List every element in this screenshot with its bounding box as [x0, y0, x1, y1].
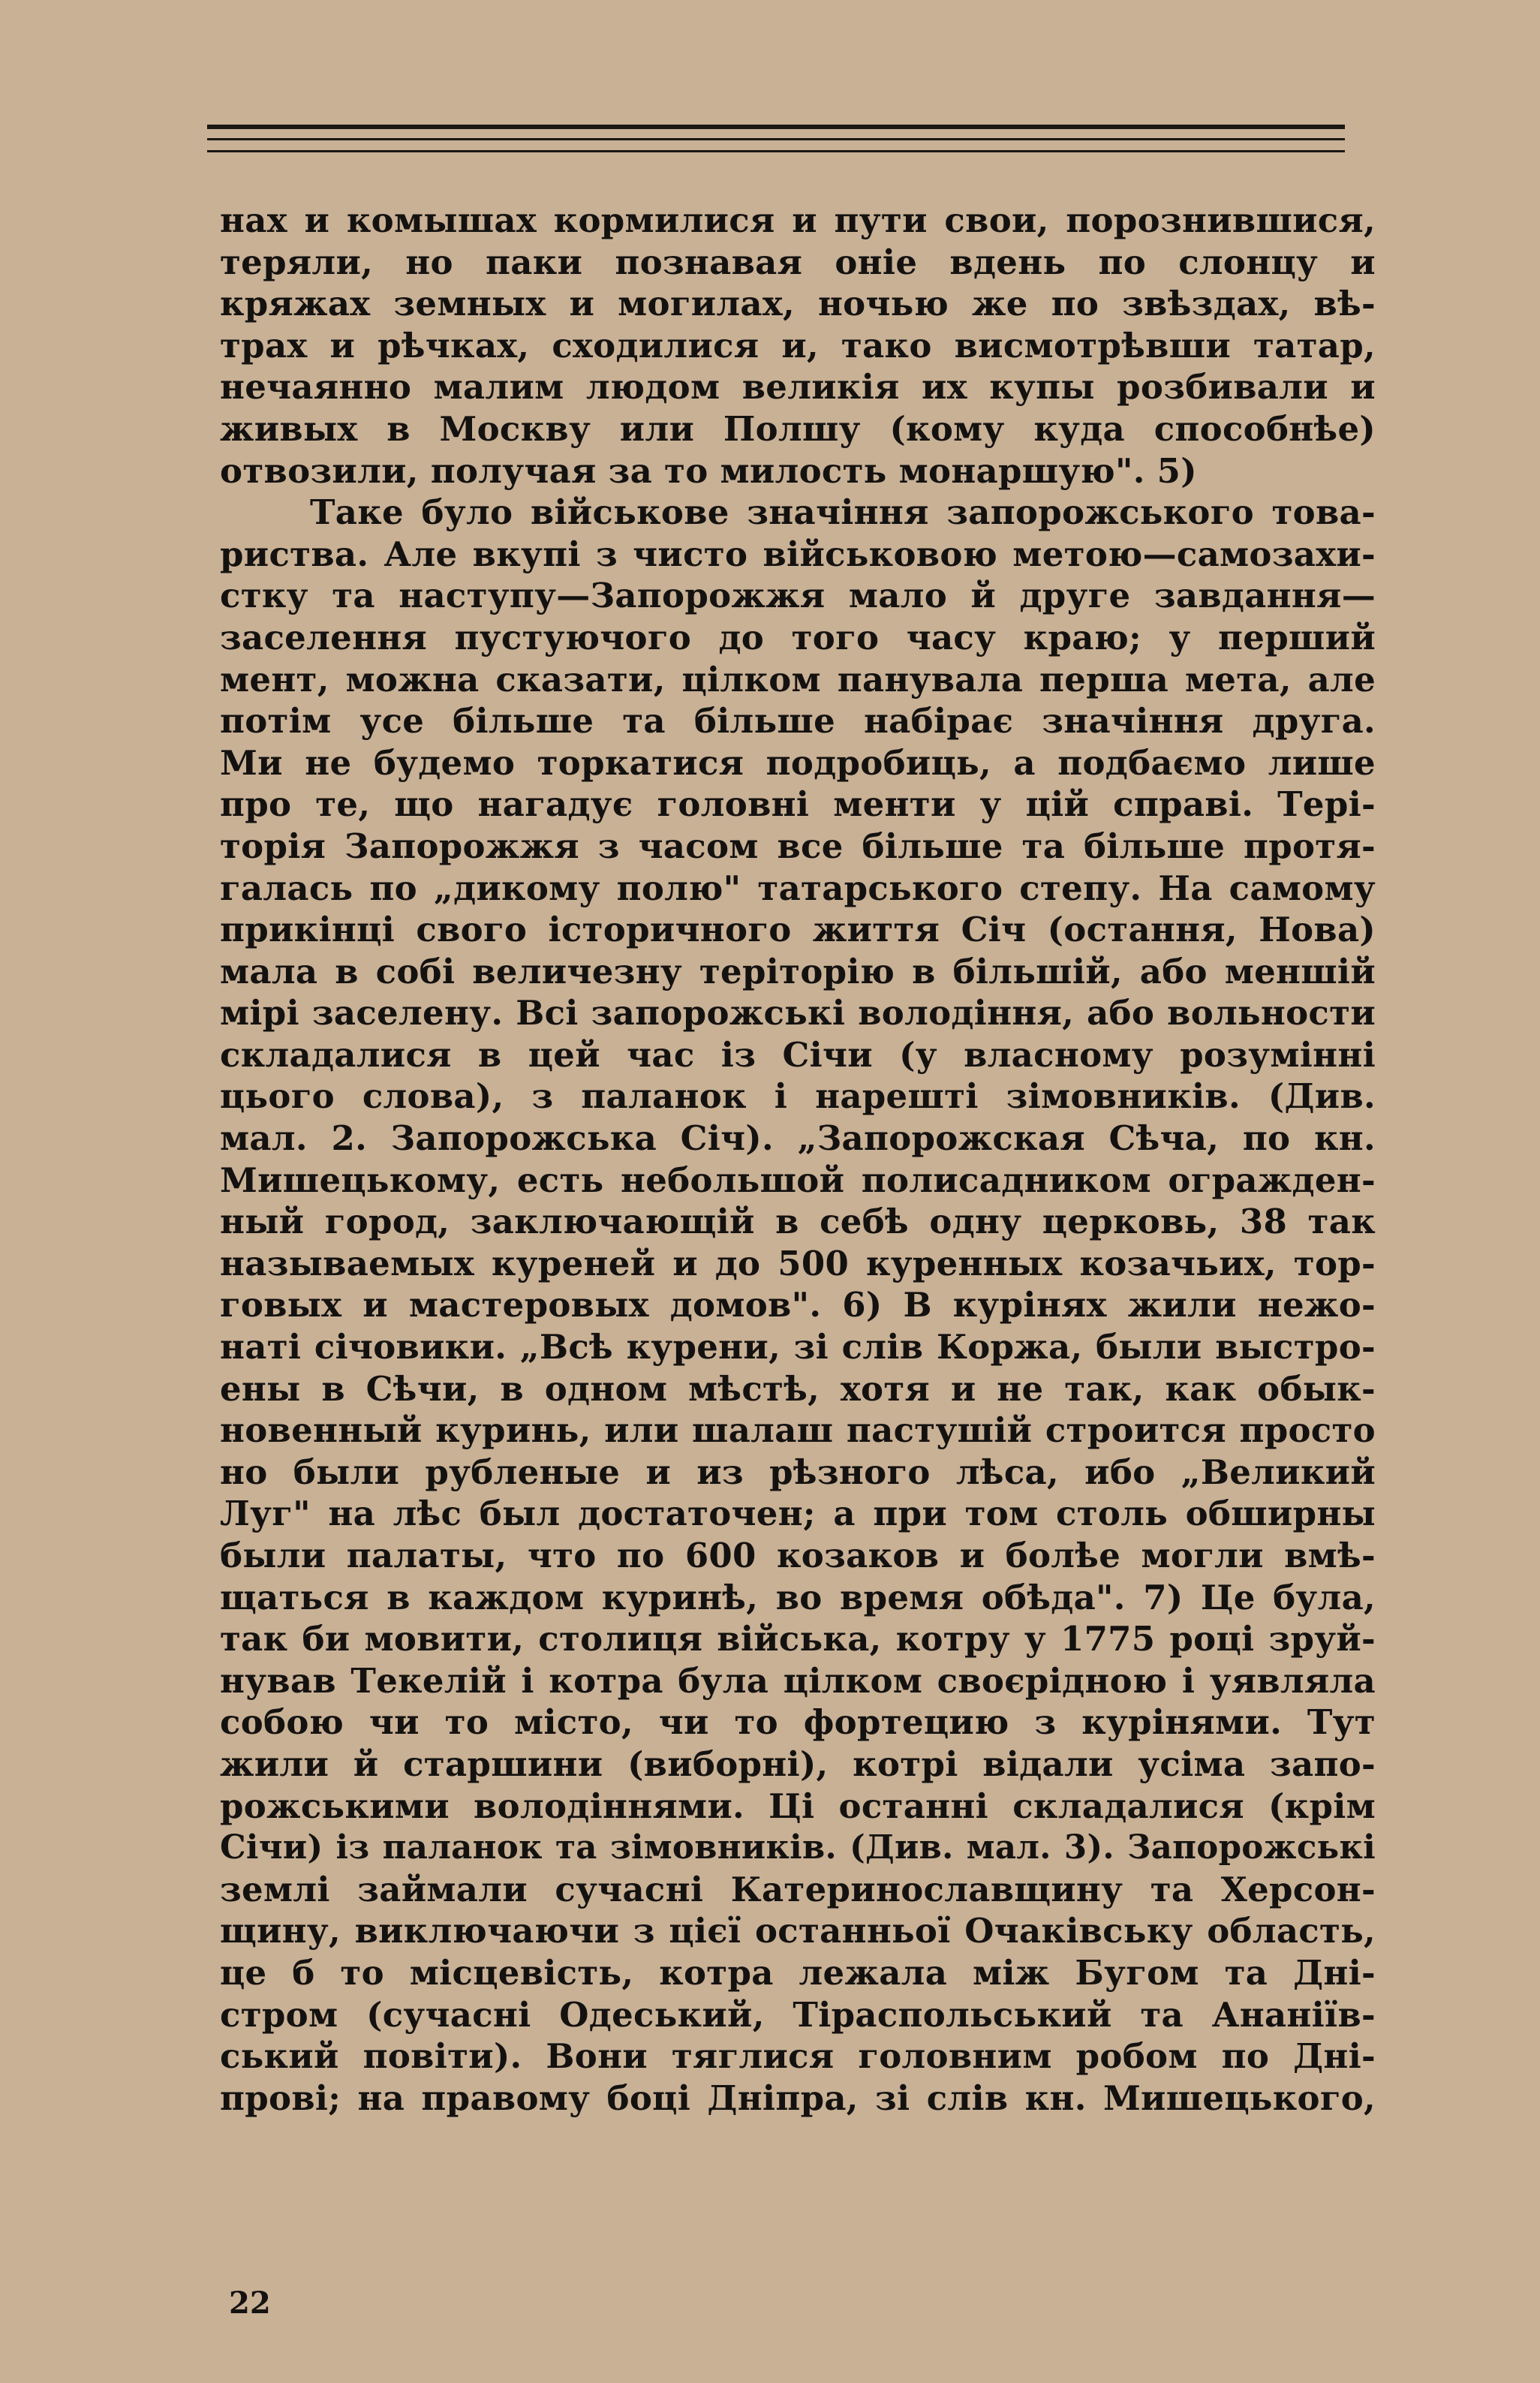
body-text	[220, 200, 1376, 2119]
text-line: мала в собі величезну теріторію в більшій, або меншій	[220, 951, 1376, 991]
text-line: цього слова), з паланок і нарешті зімовників. (Див.	[220, 1076, 1376, 1117]
text-line: мірі заселену. Всі запорожські володіння, або вольности	[220, 993, 1376, 1034]
text-line: торія Запорожжя з часом все більше та більше протя-	[220, 826, 1376, 866]
text-line: Січи) із паланок та зімовників. (Див. мал. 3). Запорожські	[220, 1828, 1376, 1867]
text-line: собою чи то місто, чи то фортецию з курінями. Тут	[220, 1702, 1376, 1743]
text-line: щаться в каждом куринѣ, во время обѣда". 7) Це була,	[220, 1577, 1376, 1617]
text-line: рожськими володіннями. Ці останні складалися (крім	[220, 1786, 1376, 1826]
text-line: отвозили, получая за то милость монаршую". 5)	[220, 450, 1197, 491]
header-rule-thick	[207, 125, 1345, 129]
text-line: стром (сучасні Одеський, Тіраспольський та Ананіїв-	[220, 1994, 1376, 2035]
text-line: жили й старшини (виборні), котрі відали усіма запо-	[220, 1744, 1376, 1784]
text-line: заселення пустуючого до того часу краю; у перший	[220, 617, 1376, 657]
text-line: называемых куреней и до 500 куренных козачьих, тор-	[220, 1243, 1376, 1283]
text-line: трах и рѣчках, сходилися и, тако висмотрѣвши татар,	[220, 325, 1376, 366]
text-line: были палаты, что по 600 козаков и болѣе могли вмѣ-	[220, 1536, 1376, 1575]
text-line: нах и комышах кормилися и пути свои, порознившися,	[220, 200, 1376, 240]
text-line: мал. 2. Запорожська Січ). „Запорожская Сѣча, по кн.	[220, 1118, 1376, 1159]
text-line: наті січовики. „Всѣ курени, зі слів Коржа, были выстро-	[220, 1327, 1376, 1368]
text-line: землі займали сучасні Катеринославщину та Херсон-	[220, 1869, 1376, 1909]
text-line: нечаянно малим людом великія их купы розбивали и	[220, 367, 1376, 408]
header-rule-thin-1	[207, 138, 1345, 140]
page-number: 22	[229, 2285, 271, 2321]
text-line: живых в Москву или Полшу (кому куда способнѣе)	[220, 408, 1376, 449]
text-line: риства. Але вкупі з чисто військовою метою—самозахи-	[220, 534, 1376, 574]
text-line: ный город, заключающій в себѣ одну церковь, 38 так	[220, 1202, 1376, 1242]
text-line: прикінці свого історичного життя Січ (остання, Нова)	[220, 910, 1376, 950]
text-line: но были рубленые и из рѣзного лѣса, ибо „Великий	[220, 1452, 1376, 1492]
text-line: Мишецькому, есть небольшой полисадником огражден-	[220, 1160, 1376, 1200]
paragraph-start-line: Таке було військове значіння запорожського това-	[310, 492, 1376, 533]
text-line: нував Текелій і котра була цілком своєрідною і уявляла	[220, 1660, 1376, 1701]
text-line: Ми не будемо торкатися подробиць, а подбаємо лише	[220, 742, 1376, 783]
text-line: галась по „дикому полю" татарського степу. На самому	[220, 868, 1376, 908]
text-line: про те, що нагадує головні менти у цій справі. Тері-	[220, 784, 1376, 825]
text-line: складалися в цей час із Січи (у власному розумінні	[220, 1034, 1376, 1075]
text-line: теряли, но паки познавая оніе вдень по слонцу и	[220, 242, 1376, 282]
text-line: це б то місцевість, котра лежала між Бугом та Дні-	[220, 1952, 1376, 1993]
text-line: новенный куринь, или шалаш пастушій строится просто	[220, 1410, 1376, 1451]
text-line: так би мовити, столиця війська, котру у 1775 році зруй-	[220, 1619, 1376, 1659]
text-line: Луг" на лѣс был достаточен; а при том столь обширны	[220, 1494, 1376, 1534]
text-line: ены в Сѣчи, в одном мѣстѣ, хотя и не так, как обык-	[220, 1368, 1376, 1409]
text-line: потім усе більше та більше набірає значіння друга.	[220, 701, 1376, 742]
text-line: мент, можна сказати, цілком панувала перша мета, але	[220, 659, 1376, 700]
text-line: кряжах земных и могилах, ночью же по звѣздах, вѣ-	[220, 284, 1376, 324]
text-line: говых и мастеровых домов". 6) В курінях жили нежо-	[220, 1285, 1376, 1325]
text-line: прові; на правому боці Дніпра, зі слів кн. Мишецького,	[220, 2078, 1376, 2118]
text-line: ський повіти). Вони тяглися головним робом по Дні-	[220, 2036, 1376, 2077]
text-line: стку та наступу—Запорожжя мало й друге завдання—	[220, 576, 1376, 616]
text-line: щину, виключаючи з цієї останньої Очаківську область,	[220, 1911, 1376, 1951]
header-rule-thin-2	[207, 150, 1345, 152]
